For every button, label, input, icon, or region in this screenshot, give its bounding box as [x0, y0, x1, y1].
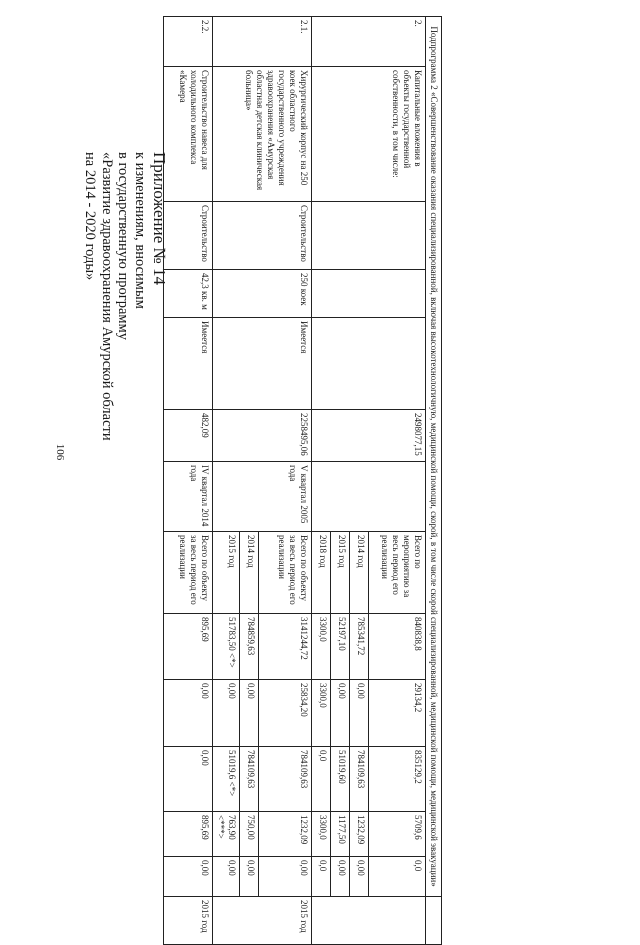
capacity: 250 коек — [213, 270, 312, 318]
value-budget: 835129,2 — [369, 747, 426, 812]
period-label: 2015 год — [331, 532, 350, 614]
estimate-cost: 2258495,06 — [213, 410, 312, 462]
appendix-line: к изменениям, вносимым — [132, 152, 148, 309]
appendix-title: Приложение № 14 — [150, 152, 169, 285]
value-total: 52197,10 — [331, 614, 350, 680]
investment-table — [163, 16, 442, 945]
period-label: Всего по объекту за весь период его реализации — [164, 532, 213, 614]
value-budget: 784109,63 — [240, 747, 259, 812]
value-budget: 784109,63 — [259, 747, 312, 812]
value-prior: 0,00 — [350, 680, 369, 747]
value-budget: 784109,63 — [350, 747, 369, 812]
value-total: 840838,8 — [369, 614, 426, 680]
row-name: Строительство навеса для холодильного комплекса «Камера — [164, 67, 213, 202]
value-c1: 750,00 — [240, 812, 259, 857]
period-label: 2014 год — [350, 532, 369, 614]
value-prior: 25834,20 — [259, 680, 312, 747]
table-row — [259, 17, 312, 945]
value-prior: 3300,0 — [312, 680, 331, 747]
value-prior: 0,00 — [331, 680, 350, 747]
value-total: 51783,50 <*> — [213, 614, 240, 680]
value-c2: 0,00 — [331, 857, 350, 897]
period-label: Всего по мероприятию за весь период его реализации — [369, 532, 426, 614]
table-row — [164, 17, 213, 945]
value-total: 895,69 — [164, 614, 213, 680]
table-row — [369, 17, 426, 945]
value-c1: 3300,0 — [312, 812, 331, 857]
row-number: 2.2. — [164, 17, 213, 67]
table-cell — [312, 462, 426, 532]
period-label: 2014 год — [240, 532, 259, 614]
appendix-line: «Развитие здравоохранения Амурской области — [99, 152, 115, 441]
value-budget: 51019,6 <*> — [213, 747, 240, 812]
period-label: Всего по объекту за весь период его реализации — [259, 532, 312, 614]
value-c2: 0,00 — [240, 857, 259, 897]
estimate-cost: 482,09 — [164, 410, 213, 462]
table-cell — [426, 897, 442, 945]
table-cell — [312, 270, 426, 318]
value-total: 785341,72 — [350, 614, 369, 680]
value-prior: 0,00 — [240, 680, 259, 747]
page-number: 106 — [54, 443, 66, 461]
value-prior: 0,00 — [164, 680, 213, 747]
value-c2: 0,0 — [312, 857, 331, 897]
appendix-line: на 2014 - 2020 годы» — [82, 152, 99, 281]
value-c1: 895,69 — [164, 812, 213, 857]
value-budget: 0,0 — [312, 747, 331, 812]
table-cell — [312, 318, 426, 410]
value-c1: 1232,09 — [259, 812, 312, 857]
value-budget: 51019,60 — [331, 747, 350, 812]
value-total: 784859,63 — [240, 614, 259, 680]
estimate-cost: 2498077,15 — [312, 410, 426, 462]
deadline: V квартал 2005 года — [213, 462, 312, 532]
subprogram-heading-row — [426, 17, 442, 945]
value-c1: 763,90 <***> — [213, 812, 240, 857]
value-c2: 0,00 — [259, 857, 312, 897]
year-cell: 2015 год — [164, 897, 213, 945]
value-c2: 0,0 — [369, 857, 426, 897]
table-cell — [312, 897, 426, 945]
year-cell: 2015 год — [213, 897, 312, 945]
subprogram-heading: Подпрограмма 2 «Совершенствование оказания специализированной, включая высокотехнологичную, медицинской помощи, скорой, в том числе скорой специализированной, медицинской помощи, медицинской эвакуации» — [426, 17, 442, 897]
work-type: Строительство — [164, 202, 213, 270]
work-type: Строительство — [213, 202, 312, 270]
row-number: 2.1. — [213, 17, 312, 67]
value-c1: 5709,6 — [369, 812, 426, 857]
value-budget: 0,00 — [164, 747, 213, 812]
value-c1: 1177,50 — [331, 812, 350, 857]
value-c2: 0,00 — [350, 857, 369, 897]
row-name: Капитальные вложения в объекты государственной собственности, в том числе: — [312, 67, 426, 202]
documentation: Имеется — [213, 318, 312, 410]
value-total: 3300,0 — [312, 614, 331, 680]
value-c1: 1232,09 — [350, 812, 369, 857]
value-prior: 0,00 — [213, 680, 240, 747]
period-label: 2018 год — [312, 532, 331, 614]
capacity: 42,3 кв. м — [164, 270, 213, 318]
deadline: IV квартал 2014 года — [164, 462, 213, 532]
row-number: 2. — [312, 17, 426, 67]
value-total: 3141244,72 — [259, 614, 312, 680]
table-cell — [312, 202, 426, 270]
period-label: 2015 год — [213, 532, 240, 614]
value-prior: 29134,2 — [369, 680, 426, 747]
appendix-header — [82, 152, 170, 672]
appendix-line: в государственную программу — [115, 152, 132, 341]
value-c2: 0,00 — [213, 857, 240, 897]
value-c2: 0,00 — [164, 857, 213, 897]
row-name: Хирургический корпус на 250 коек областного государственного учреждения здравоохранения «Амурская областная детская клиническая больница» — [213, 67, 312, 202]
documentation: Имеется — [164, 318, 213, 410]
